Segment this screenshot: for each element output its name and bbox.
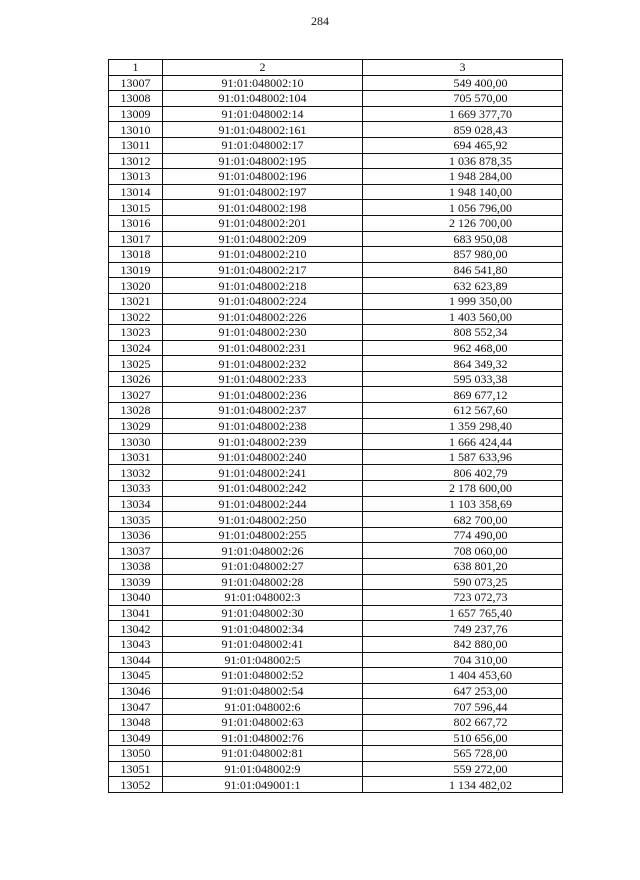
cadastral-number-cell: 91:01:048002:244 <box>163 496 363 512</box>
row-number-cell: 13008 <box>109 91 163 107</box>
row-number-cell: 13037 <box>109 543 163 559</box>
table-row <box>109 605 563 621</box>
cadastral-number-cell: 91:01:048002:233 <box>163 371 363 387</box>
cadastral-number-cell: 91:01:048002:209 <box>163 231 363 247</box>
cadastral-number-cell: 91:01:048002:3 <box>163 590 363 606</box>
value-cell: 806 402,79 <box>363 465 563 481</box>
cadastral-number-cell: 91:01:048002:76 <box>163 730 363 746</box>
cadastral-number-cell: 91:01:048002:197 <box>163 184 363 200</box>
cadastral-number-cell: 91:01:048002:236 <box>163 387 363 403</box>
table-row <box>109 387 563 403</box>
cadastral-number-cell: 91:01:048002:255 <box>163 527 363 543</box>
row-number-cell: 13041 <box>109 605 163 621</box>
table-row <box>109 527 563 543</box>
cadastral-number-cell: 91:01:048002:240 <box>163 449 363 465</box>
cadastral-number-cell: 91:01:048002:201 <box>163 215 363 231</box>
value-cell: 510 656,00 <box>363 730 563 746</box>
cadastral-number-cell: 91:01:048002:226 <box>163 309 363 325</box>
table-row <box>109 215 563 231</box>
table-row <box>109 169 563 185</box>
table-row <box>109 200 563 216</box>
row-number-cell: 13036 <box>109 527 163 543</box>
value-cell: 1 103 358,69 <box>363 496 563 512</box>
cadastral-number-cell: 91:01:048002:17 <box>163 137 363 153</box>
cadastral-number-cell: 91:01:048002:232 <box>163 356 363 372</box>
table-row <box>109 559 563 575</box>
cadastral-number-cell: 91:01:048002:230 <box>163 325 363 341</box>
table-row <box>109 91 563 107</box>
row-number-cell: 13013 <box>109 169 163 185</box>
table-row <box>109 730 563 746</box>
table-row <box>109 247 563 263</box>
table-row <box>109 340 563 356</box>
table-row <box>109 636 563 652</box>
table-row <box>109 481 563 497</box>
table-row <box>109 137 563 153</box>
column-header-value: 3 <box>363 60 563 76</box>
table-body <box>109 75 563 792</box>
cadastral-number-cell: 91:01:048002:30 <box>163 605 363 621</box>
row-number-cell: 13023 <box>109 325 163 341</box>
row-number-cell: 13026 <box>109 371 163 387</box>
value-cell: 857 980,00 <box>363 247 563 263</box>
value-cell: 682 700,00 <box>363 512 563 528</box>
table-row <box>109 231 563 247</box>
column-header-cadastral-number: 2 <box>163 60 363 76</box>
row-number-cell: 13045 <box>109 668 163 684</box>
cadastral-number-cell: 91:01:048002:28 <box>163 574 363 590</box>
row-number-cell: 13031 <box>109 449 163 465</box>
row-number-cell: 13007 <box>109 75 163 91</box>
table-row <box>109 403 563 419</box>
table-row <box>109 325 563 341</box>
cadastral-number-cell: 91:01:048002:217 <box>163 262 363 278</box>
value-cell: 647 253,00 <box>363 683 563 699</box>
table-row <box>109 75 563 91</box>
value-cell: 1 948 284,00 <box>363 169 563 185</box>
cadastral-number-cell: 91:01:048002:210 <box>163 247 363 263</box>
value-cell: 723 072,73 <box>363 590 563 606</box>
row-number-cell: 13030 <box>109 434 163 450</box>
value-cell: 595 033,38 <box>363 371 563 387</box>
cadastral-number-cell: 91:01:048002:52 <box>163 668 363 684</box>
value-cell: 1 669 377,70 <box>363 106 563 122</box>
row-number-cell: 13043 <box>109 636 163 652</box>
value-cell: 559 272,00 <box>363 761 563 777</box>
cadastral-number-cell: 91:01:048002:238 <box>163 418 363 434</box>
cadastral-number-cell: 91:01:048002:81 <box>163 746 363 762</box>
table-row <box>109 293 563 309</box>
value-cell: 708 060,00 <box>363 543 563 559</box>
value-cell: 1 359 298,40 <box>363 418 563 434</box>
value-cell: 1 948 140,00 <box>363 184 563 200</box>
table-row <box>109 574 563 590</box>
cadastral-number-cell: 91:01:048002:63 <box>163 714 363 730</box>
row-number-cell: 13042 <box>109 621 163 637</box>
cadastral-number-cell: 91:01:048002:218 <box>163 278 363 294</box>
cadastral-number-cell: 91:01:048002:242 <box>163 481 363 497</box>
row-number-cell: 13029 <box>109 418 163 434</box>
table-row <box>109 621 563 637</box>
table-row <box>109 449 563 465</box>
value-cell: 1 657 765,40 <box>363 605 563 621</box>
row-number-cell: 13047 <box>109 699 163 715</box>
table-row <box>109 652 563 668</box>
table-row <box>109 309 563 325</box>
page-number: 284 <box>311 14 329 28</box>
row-number-cell: 13046 <box>109 683 163 699</box>
row-number-cell: 13050 <box>109 746 163 762</box>
table-row <box>109 668 563 684</box>
table-row <box>109 777 563 793</box>
cadastral-number-cell: 91:01:048002:195 <box>163 153 363 169</box>
cadastral-number-cell: 91:01:048002:26 <box>163 543 363 559</box>
table-row <box>109 106 563 122</box>
table-row <box>109 418 563 434</box>
cadastral-number-cell: 91:01:048002:224 <box>163 293 363 309</box>
row-number-cell: 13016 <box>109 215 163 231</box>
value-cell: 1 666 424,44 <box>363 434 563 450</box>
row-number-cell: 13014 <box>109 184 163 200</box>
value-cell: 869 677,12 <box>363 387 563 403</box>
row-number-cell: 13022 <box>109 309 163 325</box>
value-cell: 705 570,00 <box>363 91 563 107</box>
value-cell: 1 404 453,60 <box>363 668 563 684</box>
cadastral-number-cell: 91:01:048002:6 <box>163 699 363 715</box>
row-number-cell: 13032 <box>109 465 163 481</box>
row-number-cell: 13033 <box>109 481 163 497</box>
cadastral-number-cell: 91:01:048002:239 <box>163 434 363 450</box>
row-number-cell: 13044 <box>109 652 163 668</box>
cadastral-number-cell: 91:01:048002:161 <box>163 122 363 138</box>
cadastral-number-cell: 91:01:048002:14 <box>163 106 363 122</box>
row-number-cell: 13024 <box>109 340 163 356</box>
row-number-cell: 13038 <box>109 559 163 575</box>
value-cell: 749 237,76 <box>363 621 563 637</box>
value-cell: 774 490,00 <box>363 527 563 543</box>
table-row <box>109 122 563 138</box>
cadastral-number-cell: 91:01:048002:241 <box>163 465 363 481</box>
row-number-cell: 13034 <box>109 496 163 512</box>
cadastral-number-cell: 91:01:048002:5 <box>163 652 363 668</box>
table-row <box>109 512 563 528</box>
value-cell: 549 400,00 <box>363 75 563 91</box>
value-cell: 808 552,34 <box>363 325 563 341</box>
row-number-cell: 13017 <box>109 231 163 247</box>
table-row <box>109 153 563 169</box>
cadastral-number-cell: 91:01:049001:1 <box>163 777 363 793</box>
table-header-row <box>109 60 563 76</box>
value-cell: 612 567,60 <box>363 403 563 419</box>
value-cell: 962 468,00 <box>363 340 563 356</box>
table-row <box>109 714 563 730</box>
table-row <box>109 746 563 762</box>
value-cell: 704 310,00 <box>363 652 563 668</box>
table-row <box>109 465 563 481</box>
value-cell: 1 403 560,00 <box>363 309 563 325</box>
value-cell: 638 801,20 <box>363 559 563 575</box>
row-number-cell: 13039 <box>109 574 163 590</box>
value-cell: 2 126 700,00 <box>363 215 563 231</box>
value-cell: 1 999 350,00 <box>363 293 563 309</box>
cadastral-number-cell: 91:01:048002:34 <box>163 621 363 637</box>
value-cell: 632 623,89 <box>363 278 563 294</box>
table-row <box>109 278 563 294</box>
table-row <box>109 496 563 512</box>
column-header-number: 1 <box>109 60 163 76</box>
cadastral-number-cell: 91:01:048002:237 <box>163 403 363 419</box>
table-row <box>109 262 563 278</box>
value-cell: 694 465,92 <box>363 137 563 153</box>
table-row <box>109 683 563 699</box>
value-cell: 2 178 600,00 <box>363 481 563 497</box>
cadastral-number-cell: 91:01:048002:198 <box>163 200 363 216</box>
table-row <box>109 543 563 559</box>
row-number-cell: 13010 <box>109 122 163 138</box>
value-cell: 859 028,43 <box>363 122 563 138</box>
row-number-cell: 13020 <box>109 278 163 294</box>
row-number-cell: 13018 <box>109 247 163 263</box>
cadastral-number-cell: 91:01:048002:10 <box>163 75 363 91</box>
registry-table <box>108 59 563 793</box>
row-number-cell: 13040 <box>109 590 163 606</box>
row-number-cell: 13027 <box>109 387 163 403</box>
cadastral-number-cell: 91:01:048002:27 <box>163 559 363 575</box>
cadastral-number-cell: 91:01:048002:196 <box>163 169 363 185</box>
table-row <box>109 184 563 200</box>
value-cell: 590 073,25 <box>363 574 563 590</box>
value-cell: 802 667,72 <box>363 714 563 730</box>
value-cell: 1 056 796,00 <box>363 200 563 216</box>
value-cell: 864 349,32 <box>363 356 563 372</box>
row-number-cell: 13025 <box>109 356 163 372</box>
row-number-cell: 13012 <box>109 153 163 169</box>
row-number-cell: 13009 <box>109 106 163 122</box>
row-number-cell: 13049 <box>109 730 163 746</box>
row-number-cell: 13035 <box>109 512 163 528</box>
cadastral-number-cell: 91:01:048002:250 <box>163 512 363 528</box>
table-row <box>109 356 563 372</box>
row-number-cell: 13021 <box>109 293 163 309</box>
value-cell: 1 587 633,96 <box>363 449 563 465</box>
cadastral-number-cell: 91:01:048002:9 <box>163 761 363 777</box>
value-cell: 1 036 878,35 <box>363 153 563 169</box>
row-number-cell: 13051 <box>109 761 163 777</box>
value-cell: 565 728,00 <box>363 746 563 762</box>
row-number-cell: 13028 <box>109 403 163 419</box>
table-row <box>109 590 563 606</box>
cadastral-number-cell: 91:01:048002:104 <box>163 91 363 107</box>
value-cell: 683 950,08 <box>363 231 563 247</box>
value-cell: 707 596,44 <box>363 699 563 715</box>
table-row <box>109 434 563 450</box>
cadastral-number-cell: 91:01:048002:41 <box>163 636 363 652</box>
value-cell: 842 880,00 <box>363 636 563 652</box>
row-number-cell: 13052 <box>109 777 163 793</box>
row-number-cell: 13011 <box>109 137 163 153</box>
cadastral-number-cell: 91:01:048002:54 <box>163 683 363 699</box>
table-row <box>109 699 563 715</box>
row-number-cell: 13048 <box>109 714 163 730</box>
table-row <box>109 371 563 387</box>
row-number-cell: 13019 <box>109 262 163 278</box>
cadastral-number-cell: 91:01:048002:231 <box>163 340 363 356</box>
row-number-cell: 13015 <box>109 200 163 216</box>
value-cell: 1 134 482,02 <box>363 777 563 793</box>
value-cell: 846 541,80 <box>363 262 563 278</box>
table-row <box>109 761 563 777</box>
